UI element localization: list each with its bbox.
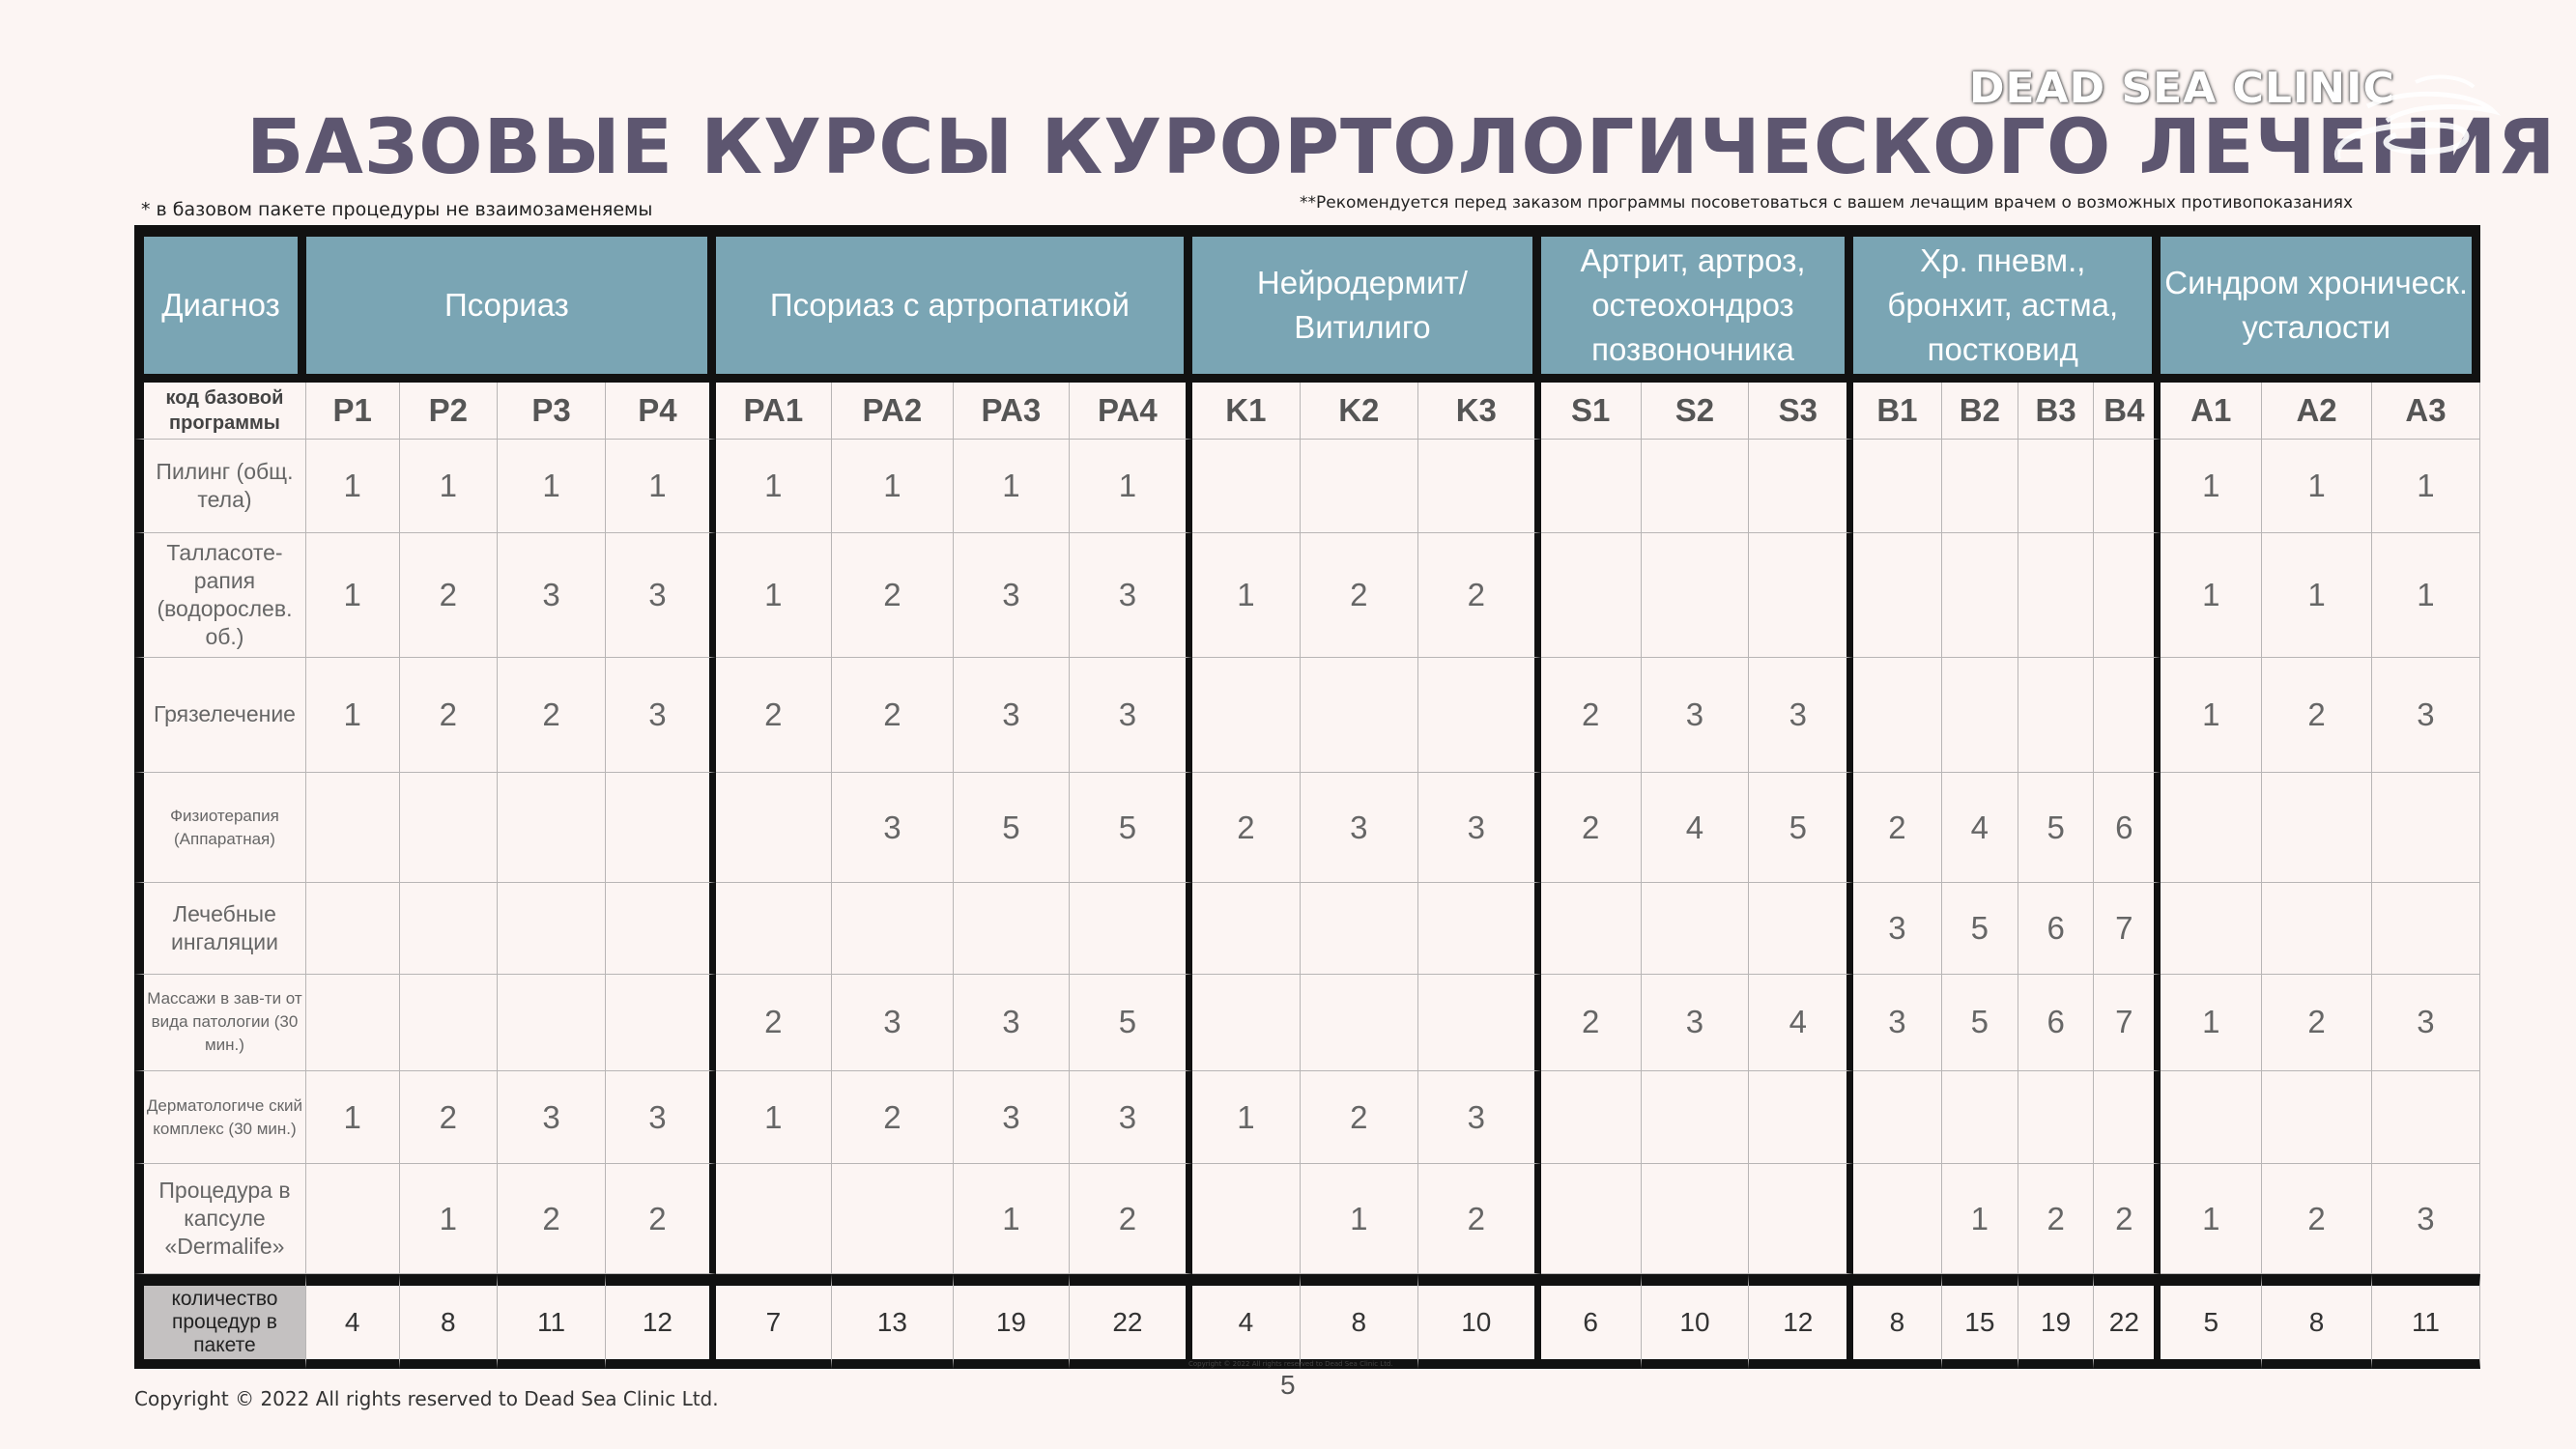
table-cell: 7: [2094, 883, 2161, 975]
table-cell: 2: [2262, 1164, 2372, 1274]
table-cell: [832, 883, 954, 975]
table-cell: [606, 975, 716, 1071]
table-row: [134, 440, 2480, 534]
table-cell: 3: [954, 1071, 1070, 1165]
table-cell: 5: [1070, 773, 1192, 884]
table-cell: 2: [2018, 1164, 2094, 1274]
table-cell: 1: [1942, 1164, 2018, 1274]
program-code: S2: [1642, 383, 1750, 440]
table-cell: [1642, 440, 1750, 534]
table-cell: [2094, 1071, 2161, 1165]
total-cell: 4: [306, 1274, 400, 1369]
table-cell: 3: [1070, 533, 1192, 657]
table-cell: 1: [832, 440, 954, 534]
table-cell: [498, 883, 606, 975]
table-cell: 1: [306, 1071, 400, 1165]
table-cell: [1853, 658, 1942, 773]
header-group: Артрит, артроз, остеохондроз позвоночника: [1541, 225, 1853, 383]
table-cell: [2018, 533, 2094, 657]
table-cell: [2262, 883, 2372, 975]
header-diagnosis: Диагноз: [134, 225, 306, 383]
table-cell: 3: [1301, 773, 1418, 884]
table-cell: 3: [2372, 658, 2480, 773]
table-cell: 2: [716, 975, 832, 1071]
table-cell: 1: [400, 1164, 499, 1274]
table-cell: [1541, 440, 1642, 534]
table-cell: 3: [498, 1071, 606, 1165]
table-cell: 2: [498, 658, 606, 773]
logo-text: DEAD SEA CLINIC: [1969, 64, 2395, 113]
table-cell: 2: [2262, 658, 2372, 773]
table-cell: 1: [606, 440, 716, 534]
table-cell: [1749, 1071, 1853, 1165]
table-cell: 4: [1642, 773, 1750, 884]
table-cell: 2: [1853, 773, 1942, 884]
header-group: Хр. пневм., бронхит, астма, постковид: [1853, 225, 2161, 383]
table-cell: [1541, 1164, 1642, 1274]
procedure-label: Дерматологиче ский комплекс (30 мин.): [134, 1071, 306, 1165]
table-cell: [1642, 533, 1750, 657]
table-cell: [1418, 883, 1541, 975]
table-cell: [1642, 1164, 1750, 1274]
program-code: PA2: [832, 383, 954, 440]
table-cell: 2: [498, 1164, 606, 1274]
total-cell: 22: [1070, 1274, 1192, 1369]
procedure-label: Массажи в зав-ти от вида патологии (30 мин.): [134, 975, 306, 1071]
program-code: P3: [498, 383, 606, 440]
total-cell: 8: [2262, 1274, 2372, 1369]
table-cell: 6: [2018, 883, 2094, 975]
dead-sea-clinic-logo: [1961, 60, 2503, 181]
table-row: [134, 1071, 2480, 1165]
table-cell: [1192, 883, 1301, 975]
table-cell: [2262, 773, 2372, 884]
table-cell: 3: [1853, 975, 1942, 1071]
total-cell: 19: [2018, 1274, 2094, 1369]
table-row: [134, 883, 2480, 975]
total-cell: 7: [716, 1274, 832, 1369]
total-cell: 8: [400, 1274, 499, 1369]
table-cell: [2262, 1071, 2372, 1165]
table-cell: [1749, 1164, 1853, 1274]
program-code: K3: [1418, 383, 1541, 440]
table-cell: 2: [1418, 1164, 1541, 1274]
table-cell: 2: [832, 1071, 954, 1165]
table-cell: 1: [2161, 440, 2262, 534]
table-cell: 2: [832, 533, 954, 657]
table-cell: 1: [1070, 440, 1192, 534]
table-cell: [1301, 975, 1418, 1071]
table-cell: 3: [1749, 658, 1853, 773]
table-cell: 1: [498, 440, 606, 534]
table-cell: 1: [2372, 440, 2480, 534]
table-cell: 1: [716, 533, 832, 657]
table-cell: [1301, 658, 1418, 773]
table-cell: 3: [606, 658, 716, 773]
program-code: A3: [2372, 383, 2480, 440]
table-cell: 3: [832, 773, 954, 884]
table-row: [134, 1164, 2480, 1274]
table-cell: [400, 883, 499, 975]
program-code: PA4: [1070, 383, 1192, 440]
table-cell: 3: [606, 1071, 716, 1165]
courses-table: [134, 225, 2480, 1369]
table-cell: [832, 1164, 954, 1274]
table-cell: [1301, 883, 1418, 975]
table-cell: 5: [2018, 773, 2094, 884]
page-number: 5: [1280, 1370, 1296, 1400]
table-cell: 2: [2262, 975, 2372, 1071]
table-cell: 2: [1418, 533, 1541, 657]
table-cell: [1418, 440, 1541, 534]
table-cell: [1642, 883, 1750, 975]
program-code: PA1: [716, 383, 832, 440]
table-cell: [954, 883, 1070, 975]
table-cell: [306, 883, 400, 975]
table-cell: [716, 773, 832, 884]
table-cell: [306, 975, 400, 1071]
table-cell: 3: [1418, 1071, 1541, 1165]
program-code-label: код базовой программы: [134, 383, 306, 440]
program-code: A2: [2262, 383, 2372, 440]
table-cell: 2: [400, 1071, 499, 1165]
table-cell: 5: [1942, 883, 2018, 975]
table-cell: [2372, 1071, 2480, 1165]
table-cell: [1192, 440, 1301, 534]
table-cell: 1: [2161, 533, 2262, 657]
program-code: P1: [306, 383, 400, 440]
table-cell: 1: [1301, 1164, 1418, 1274]
total-cell: 10: [1642, 1274, 1750, 1369]
swirl-logo-icon: [2329, 68, 2503, 184]
table-cell: 3: [2372, 1164, 2480, 1274]
procedure-label: Процедура в капсуле «Dermalife»: [134, 1164, 306, 1274]
table-cell: 1: [954, 440, 1070, 534]
total-cell: 8: [1301, 1274, 1418, 1369]
procedure-label: Пилинг (общ. тела): [134, 440, 306, 534]
table-cell: 3: [954, 658, 1070, 773]
page-title: БАЗОВЫЕ КУРСЫ КУРОРТОЛОГИЧЕСКОГО ЛЕЧЕНИЯ: [246, 104, 2557, 191]
table-cell: [1418, 658, 1541, 773]
table-cell: 2: [606, 1164, 716, 1274]
total-cell: 12: [606, 1274, 716, 1369]
table-cell: [2094, 440, 2161, 534]
program-code: K2: [1301, 383, 1418, 440]
table-cell: [1853, 440, 1942, 534]
table-cell: [1942, 1071, 2018, 1165]
table-cell: 1: [2161, 975, 2262, 1071]
table-cell: 1: [2161, 658, 2262, 773]
table-cell: 5: [1749, 773, 1853, 884]
table-cell: 1: [306, 658, 400, 773]
table-cell: [1642, 1071, 1750, 1165]
table-cell: 3: [1642, 975, 1750, 1071]
table-cell: 2: [1541, 658, 1642, 773]
header-group: Синдром хроническ. усталости: [2161, 225, 2480, 383]
table-cell: [606, 883, 716, 975]
table-cell: [1749, 533, 1853, 657]
table-cell: 2: [1070, 1164, 1192, 1274]
procedure-label: Грязелечение: [134, 658, 306, 773]
table-cell: 3: [1418, 773, 1541, 884]
table-cell: 3: [1642, 658, 1750, 773]
procedure-label: Талласоте-рапия (водорослев. об.): [134, 533, 306, 657]
table-cell: [606, 773, 716, 884]
program-code: K1: [1192, 383, 1301, 440]
table-cell: [1541, 883, 1642, 975]
table-cell: [400, 773, 499, 884]
table-cell: [716, 1164, 832, 1274]
table-cell: 3: [954, 533, 1070, 657]
table-cell: 5: [954, 773, 1070, 884]
note-consult-doctor: **Рекомендуется перед заказом программы посоветоваться с вашем лечащим врачем о возможных противопоказаниях: [1300, 193, 2354, 213]
table-cell: 1: [2262, 440, 2372, 534]
table-cell: 1: [400, 440, 499, 534]
table-cell: 1: [716, 440, 832, 534]
copyright: Copyright © 2022 All rights reserved to Dead Sea Clinic Ltd.: [134, 1387, 719, 1410]
total-cell: 4: [1192, 1274, 1301, 1369]
total-cell: 5: [2161, 1274, 2262, 1369]
program-code: B3: [2018, 383, 2094, 440]
table-cell: 1: [1192, 1071, 1301, 1165]
procedure-label: Лечебные ингаляции: [134, 883, 306, 975]
table-cell: 2: [1541, 773, 1642, 884]
table-cell: [2372, 773, 2480, 884]
table-cell: [2094, 533, 2161, 657]
total-cell: 6: [1541, 1274, 1642, 1369]
table-cell: 1: [716, 1071, 832, 1165]
table-cell: [2018, 658, 2094, 773]
table-cell: [306, 773, 400, 884]
table-cell: [1070, 883, 1192, 975]
program-code: A1: [2161, 383, 2262, 440]
header-group: Псориаз: [306, 225, 716, 383]
table-cell: [306, 1164, 400, 1274]
table-cell: [1301, 440, 1418, 534]
table-cell: [498, 773, 606, 884]
table-cell: [1853, 1071, 1942, 1165]
table-cell: [1942, 440, 2018, 534]
program-code: B4: [2094, 383, 2161, 440]
program-code: S3: [1749, 383, 1853, 440]
table-cell: [2018, 440, 2094, 534]
header-group: Нейродермит/ Витилиго: [1192, 225, 1541, 383]
total-cell: 15: [1942, 1274, 2018, 1369]
table-cell: 2: [400, 533, 499, 657]
table-cell: 3: [2372, 975, 2480, 1071]
table-cell: 2: [1301, 1071, 1418, 1165]
table-cell: [2372, 883, 2480, 975]
table-cell: [2094, 658, 2161, 773]
total-cell: 22: [2094, 1274, 2161, 1369]
table-cell: 4: [1749, 975, 1853, 1071]
table-cell: 3: [606, 533, 716, 657]
program-code: P4: [606, 383, 716, 440]
table-cell: [1192, 975, 1301, 1071]
table-cell: 3: [1853, 883, 1942, 975]
table-cell: 4: [1942, 773, 2018, 884]
total-cell: 13: [832, 1274, 954, 1369]
table-cell: 7: [2094, 975, 2161, 1071]
procedure-label: Физиотерапия (Аппаратная): [134, 773, 306, 884]
table-cell: 1: [954, 1164, 1070, 1274]
table-row: [134, 773, 2480, 884]
total-cell: 12: [1749, 1274, 1853, 1369]
table-cell: [1192, 1164, 1301, 1274]
table-cell: 5: [1070, 975, 1192, 1071]
program-code: PA3: [954, 383, 1070, 440]
table-cell: 3: [954, 975, 1070, 1071]
table-cell: 2: [1301, 533, 1418, 657]
table-cell: [1418, 975, 1541, 1071]
total-cell: 11: [498, 1274, 606, 1369]
table-cell: [2161, 883, 2262, 975]
table-cell: 2: [716, 658, 832, 773]
table-cell: 1: [2372, 533, 2480, 657]
table-cell: 2: [832, 658, 954, 773]
table-cell: 1: [1192, 533, 1301, 657]
table-cell: 3: [832, 975, 954, 1071]
table-cell: 6: [2018, 975, 2094, 1071]
table-cell: [2018, 1071, 2094, 1165]
table-cell: 3: [498, 533, 606, 657]
table-cell: [2161, 1071, 2262, 1165]
table-cell: 3: [1070, 1071, 1192, 1165]
table-cell: [1853, 1164, 1942, 1274]
header-group: Псориаз с артропатикой: [716, 225, 1192, 383]
table-cell: [1749, 440, 1853, 534]
table-cell: [1541, 1071, 1642, 1165]
total-cell: 10: [1418, 1274, 1541, 1369]
table-cell: [716, 883, 832, 975]
total-cell: 8: [1853, 1274, 1942, 1369]
table-cell: [1942, 658, 2018, 773]
table-cell: 2: [1541, 975, 1642, 1071]
program-code: P2: [400, 383, 499, 440]
table-cell: 6: [2094, 773, 2161, 884]
program-code: S1: [1541, 383, 1642, 440]
table-cell: 2: [400, 658, 499, 773]
table-cell: 1: [306, 440, 400, 534]
table-cell: 1: [2262, 533, 2372, 657]
total-cell: 19: [954, 1274, 1070, 1369]
table-row: [134, 975, 2480, 1071]
program-code: B2: [1942, 383, 2018, 440]
table-cell: 2: [1192, 773, 1301, 884]
table-cell: [1541, 533, 1642, 657]
table-cell: [1942, 533, 2018, 657]
table-cell: 5: [1942, 975, 2018, 1071]
total-label: количество процедур в пакете: [134, 1274, 306, 1369]
table-cell: [400, 975, 499, 1071]
total-cell: 11: [2372, 1274, 2480, 1369]
table-cell: 1: [2161, 1164, 2262, 1274]
table-cell: 3: [1070, 658, 1192, 773]
table-cell: [498, 975, 606, 1071]
program-code: B1: [1853, 383, 1942, 440]
table-cell: [1749, 883, 1853, 975]
note-not-interchangeable: * в базовом пакете процедуры не взаимозаменяемы: [141, 199, 653, 220]
table-cell: [1192, 658, 1301, 773]
table-cell: 1: [306, 533, 400, 657]
table-row: [134, 533, 2480, 657]
table-cell: [1853, 533, 1942, 657]
table-cell: 2: [2094, 1164, 2161, 1274]
copyright-small: Copyright © 2022 All rights reserved to Dead Sea Clinic Ltd.: [1188, 1360, 1393, 1368]
table-cell: [2161, 773, 2262, 884]
table-row: [134, 658, 2480, 773]
